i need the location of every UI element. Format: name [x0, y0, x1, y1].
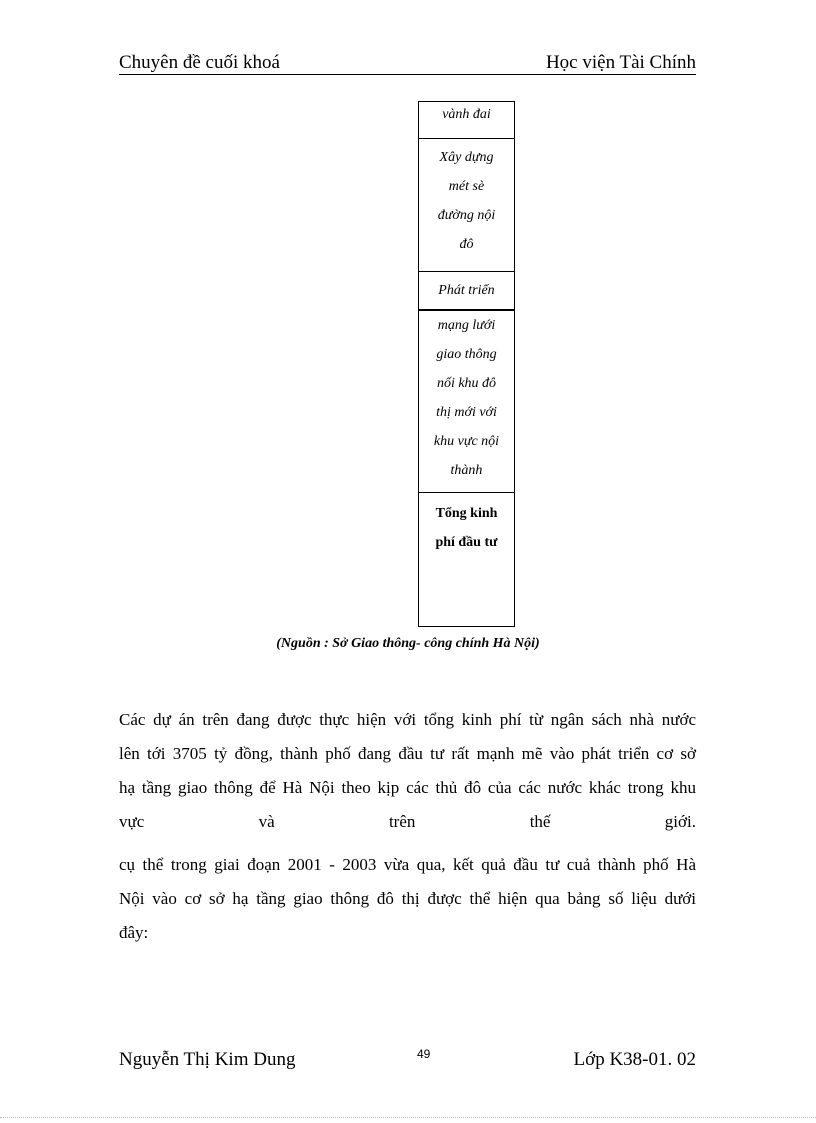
body-paragraph-2	[119, 848, 696, 950]
page-footer	[119, 1047, 696, 1077]
header-course-title: Chuyên đề cuối khoá	[119, 52, 280, 73]
paragraph-line: hạ tầng giao thông để Hà Nội theo kịp các thủ đô của các nước khác trong khu	[119, 778, 696, 797]
cell-line: Xây dựng	[439, 150, 494, 165]
table-cell-ring-road	[419, 102, 514, 139]
paragraph-line: cụ thể trong giai đoạn 2001 - 2003 vừa qua, kết quả đầu tư cuả thành phố Hà	[119, 855, 696, 874]
table-cell-develop	[419, 272, 514, 311]
page-edge-divider	[0, 1117, 816, 1118]
cell-line: nối khu đô	[436, 376, 497, 391]
page-header	[119, 52, 696, 75]
header-institution: Học viện Tài Chính	[545, 52, 696, 73]
table-cell-build-roads	[419, 139, 514, 272]
footer-class: Lớp K38-01. 02	[573, 1049, 696, 1070]
paragraph-line: Các dự án trên đang được thực hiện với tổng kinh phí từ ngân sách nhà nước	[119, 710, 696, 729]
body-paragraph-1	[119, 703, 696, 839]
cell-line: đường nội	[437, 208, 496, 223]
footer-author: Nguyễn Thị Kim Dung	[119, 1049, 296, 1070]
cell-line: giao thông	[436, 347, 497, 362]
cell-line: Phát triển	[438, 283, 495, 298]
table-cell-total-cost	[419, 493, 514, 626]
cell-line: thị mới với	[436, 405, 497, 420]
cell-line: phí đầu tư	[435, 535, 498, 550]
paragraph-line: vực và trên thế giới.	[119, 812, 696, 831]
cell-line: thành	[450, 463, 483, 478]
cell-line: đô	[459, 237, 474, 252]
cell-line: vành đai	[442, 107, 491, 122]
paragraph-line: Nội vào cơ sở hạ tầng giao thông đô thị được thể hiện qua bảng số liệu dưới	[119, 889, 696, 908]
table-source-note: (Nguồn : Sở Giao thông- công chính Hà Nội)	[276, 636, 540, 651]
table-column-fragment	[418, 101, 515, 627]
paragraph-line: đây:	[119, 923, 149, 942]
paragraph-line: lên tới 3705 tỷ đồng, thành phố đang đầu tư rất mạnh mẽ vào phát triển cơ sở	[119, 744, 696, 763]
cell-line: Tổng kinh	[435, 506, 498, 521]
page-number: 49	[417, 1047, 431, 1061]
table-cell-network	[419, 311, 514, 493]
cell-line: mét sè	[448, 179, 485, 194]
cell-line: mạng lưới	[437, 318, 496, 333]
cell-line: khu vực nội	[433, 434, 500, 449]
